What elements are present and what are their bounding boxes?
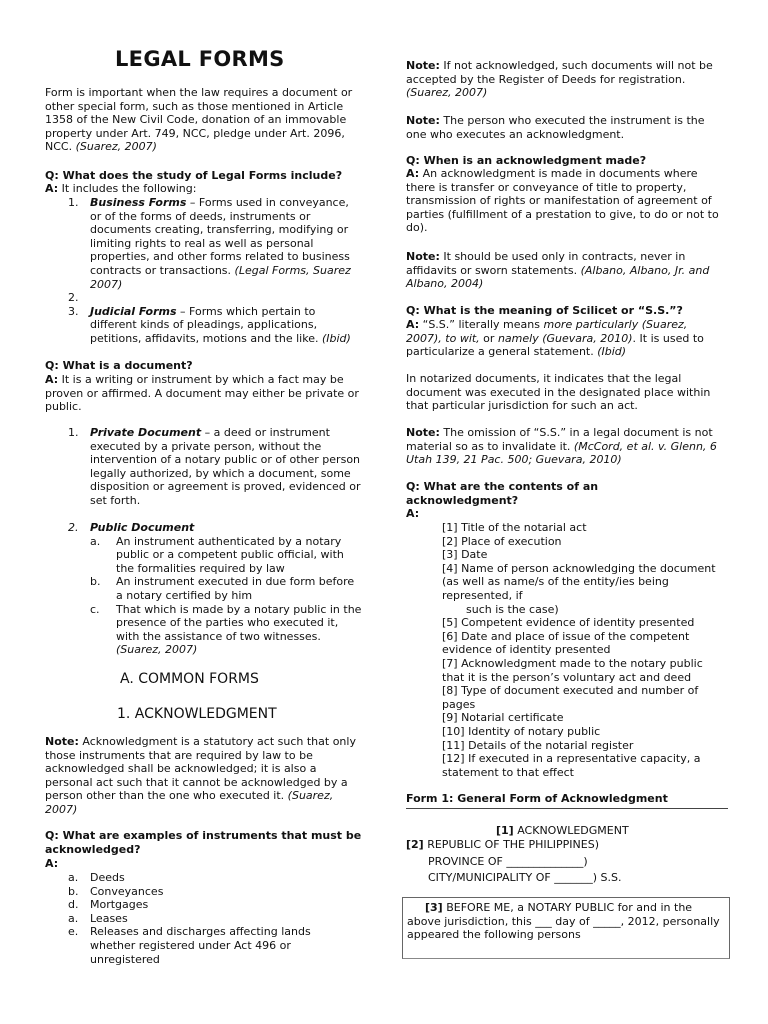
list-item: c. That which is made by a notary public in the presence of the parties who executed it, with the assistance of two witnesses. [90,602,362,643]
answer-scilicet: A: “S.S.” literally means more particularly (Suarez, 2007), to wit, or namely (Guevara, 2010). It is used to particularize a general statement. (Ibid) [406,318,704,359]
list-item: [12] If executed in a representative capacity, a statement to that effect [442,752,701,779]
contents-list [442,521,716,779]
list-item: d. Mortgages [68,898,149,912]
note-contracts-only: Note: It should be used only in contracts, never in affidavits or sworn statements. (Albano, Albano, Jr. and Albano, 2004) [406,250,710,291]
list-item: [4] Name of person acknowledging the document (as well as name/s of the entity/ies being represented, if [442,561,716,602]
list-item: [1] Title of the notarial act [442,521,587,534]
list-item: 2. [68,291,79,305]
public-document-citation: (Suarez, 2007) [116,643,198,657]
question-document: Q: What is a document? [45,359,193,372]
question-legal-forms: Q: What does the study of Legal Forms include? [45,169,343,182]
notarized-paragraph: In notarized documents, it indicates that the legal document was executed in the designated place within that particular jurisdiction for such an act. [406,372,711,413]
answer-legal-forms: A: It includes the following: [45,182,197,195]
form-body-box [402,897,730,959]
question-contents: Q: What are the contents of an acknowledgment? [406,480,599,507]
note-omission: Note: The omission of “S.S.” in a legal document is not material so as to invalidate it. (McCord, et al. v. Glenn, 6 Utah 139, 21 Pac. 500; Guevara, 2010) [406,426,717,467]
note-person-executed: Note: The person who executed the instrument is the one who executes an acknowledgment. [406,114,705,141]
list-item: [9] Notarial certificate [442,711,564,725]
form-title: Form 1: General Form of Acknowledgment [406,792,728,809]
page-title: LEGAL FORMS [115,47,285,71]
note-not-acknowledged: Note: If not acknowledged, such documents will not be accepted by the Register of Deeds for registration. (Suarez, 2007) [406,59,713,100]
section-heading-common-forms: A. COMMON FORMS [120,671,259,687]
instruments-list [68,871,338,966]
list-item: 1. Business Forms – Forms used in conveyance, or of the forms of deeds, instruments or documents creating, transferring, modifying or limiting rights to real as well as personal properties, and other forms related to business contracts or transactions. (Legal Forms, Suarez 2007) [68,196,351,291]
question-scilicet: Q: What is the meaning of Scilicet or “S.S.”? [406,304,683,317]
question-when-acknowledgment: Q: When is an acknowledgment made? [406,154,647,167]
answer-document: A: It is a writing or instrument by which a fact may be proven or affirmed. A document may either be private or public. [45,373,359,414]
list-item: [10] Identity of notary public [442,724,601,738]
public-document-item: 2. Public Document a. An instrument authenticated by a notary public or a competent public official, with the formalities required by law b. An instrument executed in due form before a notary certified by him c. That which is made by a notary public in the presence of the parties who executed it, with the assistance of two witnesses. (Suarez, 2007) [68,521,362,657]
form-line-city: CITY/MUNICIPALITY OF _______) S.S. [428,871,622,884]
list-item: [5] Competent evidence of identity presented [442,616,695,630]
list-item: [8] Type of document executed and number of pages [442,684,699,711]
form-line-province: PROVINCE OF ______________) [428,855,588,868]
list-item: [7] Acknowledgment made to the notary public that it is the person’s voluntary act and deed [442,656,703,684]
list-item: [11] Details of the notarial register [442,738,634,752]
list-item: a. Leases [68,911,128,925]
list-item: a. Deeds [68,871,125,884]
acknowledgment-note: Note: Acknowledgment is a statutory act such that only those instruments that are required by law to be acknowledged shall be acknowledged; it is also a personal act such that it cannot be acknowledged by a person other than the one who executed it. (Suarez, 2007) [45,735,356,816]
answer-when-acknowledgment: A: An acknowledgment is made in documents where there is transfer or conveyance of title to property, transmission of rights or manifestation of agreement of parties (fulfillment of a prestation to give, to do or not to do). [406,167,719,235]
form-line-before-me: [3] BEFORE ME, a NOTARY PUBLIC for and in the above jurisdiction, this ___ day of _____, 2012, personally appeared the following persons [407,901,720,942]
form-line-republic: [2] REPUBLIC OF THE PHILIPPINES) [406,838,599,851]
list-item: b. Conveyances [68,884,164,898]
list-item: [2] Place of execution [442,534,562,548]
answer-instruments-label: A: [45,857,59,870]
intro-citation: (Suarez, 2007) [75,140,157,154]
question-instruments: Q: What are examples of instruments that must be acknowledged? [45,829,362,856]
list-item: e. Releases and discharges affecting lands whether registered under Act 496 or unregistered [68,925,311,966]
public-document-sublist [90,535,362,657]
list-item: [6] Date and place of issue of the competent evidence of identity presented [442,629,690,657]
list-item: [3] Date [442,548,488,562]
intro-paragraph: Form is important when the law requires a document or other special form, such as those mentioned in Article 1358 of the New Civil Code, donation of an immovable property under Art. 749, NCC, pledge under Art. 2096, NCC. (Suarez, 2007) [45,86,353,154]
legal-forms-list [68,196,362,346]
list-item: such is the case) [466,602,559,616]
list-item: b. An instrument executed in due form before a notary certified by him [90,575,355,602]
section-heading-acknowledgment: 1. ACKNOWLEDGMENT [117,706,277,722]
form-line-title: [1] ACKNOWLEDGMENT [496,824,629,837]
private-document-item: 1. Private Document – a deed or instrument executed by a private person, without the intervention of a notary public or of other person legally authorized, by which a document, some disposition or agreement is proved, evidenced or set forth. [68,426,361,507]
list-item: a. An instrument authenticated by a notary public or a competent public official, with the formalities required by law [90,534,344,575]
answer-contents-label: A: [406,507,420,520]
list-item: 3. Judicial Forms – Forms which pertain to different kinds of pleadings, applications, petitions, affidavits, motions and the like. (Ibid) [68,304,351,345]
